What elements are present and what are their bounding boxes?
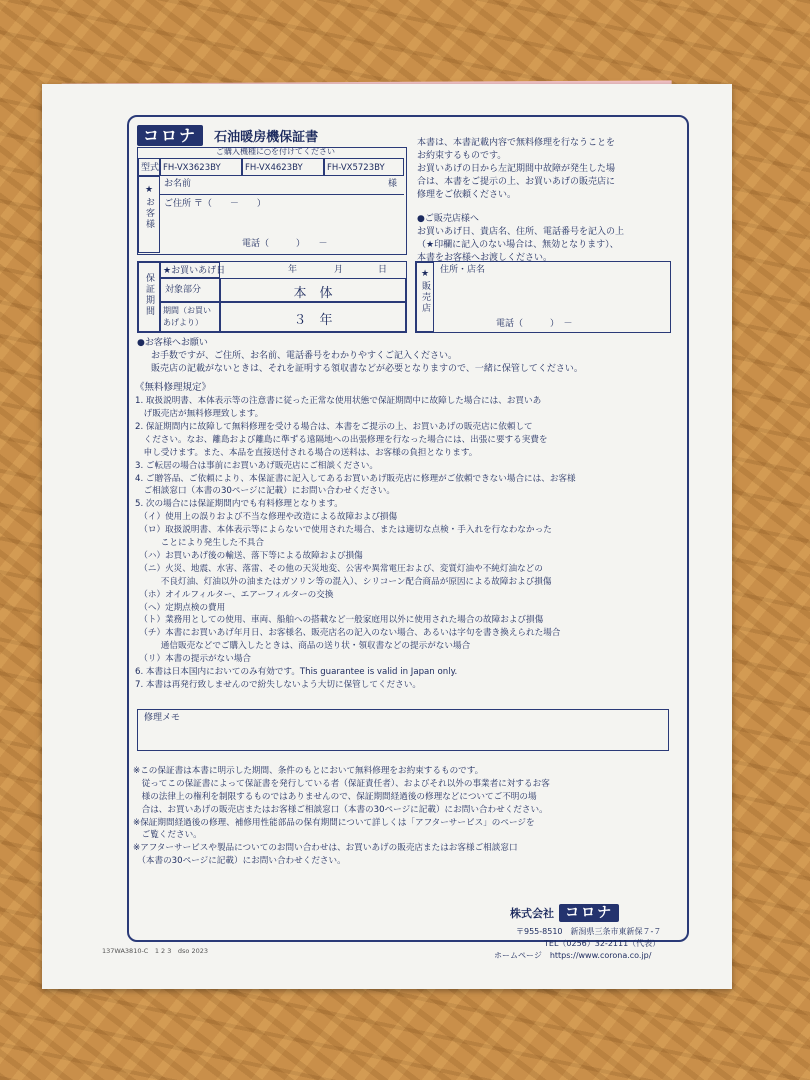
rule-line: （ハ）お買いあげ後の輸送、落下等による故障および損傷 [135,550,363,561]
intro-text [417,137,615,202]
phone-label: 電話（ ） － [242,239,328,249]
warranty-sheet [42,84,732,989]
shop-side-cell [416,262,434,332]
model-label: 型式 [138,158,160,176]
rule-line: （ト）業務用としての使用、車両、船舶への搭載など一般家庭用以外に使用された場合の故障および損傷 [135,615,544,626]
name-suffix: 様 [388,179,398,189]
repair-memo-box [137,709,669,751]
text-line: 修理をご依頼ください。 [417,190,517,201]
footnote-line: 従ってこの保証書によって保証書を発行している者（保証責任者）、およびそれ以外の事業者に対するお客 [133,778,550,789]
text-line: お約束するものです。 [417,151,507,162]
rule-line: ことにより発生した不具合 [135,538,264,549]
repair-memo-label: 修理メモ [144,713,181,723]
period-side-cell [138,262,160,332]
shop-address-label: 住所・店名 [440,265,486,275]
shop-side-label: ★販売店 [420,269,430,314]
rule-line: 3. ご転居の場合は事前にお買いあげ販売店にご相談ください。 [135,460,378,471]
corona-logo: コロナ [137,125,203,146]
text-line: 本書は、本書記載内容で無料修理を行なうことを [417,138,616,148]
text-line: お買いあげの日から左記期間中故障が発生した場 [417,164,616,175]
target-value: 本 体 [220,278,406,302]
footnote-line: 合は、お買いあげの販売店またはお客様ご相談窓口（本書の30ページに記載）にお問い合わせください。 [133,804,548,815]
model-instruction: ご購入機種に○を付けてください [216,147,335,156]
rule-line: （ヘ）定期点検の費用 [135,602,226,613]
date-year: 年 [288,265,298,275]
footnote-line: ※保証期間経過後の修理、補修用性能部品の保有期間について詳しくは「アフターサービス」のページを [133,817,535,828]
shop-box [415,261,671,333]
footnote-line: ※アフターサービスや製品についてのお問い合わせは、お買いあげの販売店またはお客様ご相談窓口 [133,843,518,854]
rule-line: 通信販売などでご購入したときは、商品の送り状・領収書などの提示がない場合 [135,641,471,652]
customer-side-cell [138,176,160,253]
purchase-date-label: ★お買いあげ日 [160,262,220,278]
header [137,123,318,146]
date-month: 月 [334,265,344,275]
dealer-note [417,213,624,265]
rule-line: ください。なお、離島および離島に準ずる遠隔地への出張修理を行なった場合には、出張に要する実費を [135,434,548,445]
rule-line: げ販売店が無料修理致します。 [135,409,264,420]
company-tel: TEL（0256）32-2111（代表） [544,939,661,948]
rule-line: 4. ご贈答品、ご依頼により、本保証書に記入してあるお買いあげ販売店に修理がご依頼できない場合には、お客様 [135,473,576,484]
text-line: お手数ですが、ご住所、お名前、電話番号をわかりやすくご記入ください。 [151,351,458,362]
text-line: お買いあげ日、貴店名、住所、電話番号を記入の上 [417,227,625,238]
footnote-line: （本書の30ページに記載）にお問い合わせください。 [133,856,346,867]
print-code: 137WA3810-C 1 2 3 dso 2023 [102,947,208,955]
text-line: ●ご販売店様へ [417,214,479,224]
page-title: 石油暖房機保証書 [214,130,319,145]
company-name [510,902,619,922]
rule-line: ご相談窓口（本書の30ページに記載）にお問い合わせください。 [135,486,395,497]
rule-line: （リ）本書の提示がない場合 [135,654,252,665]
period-side-label: 保証期間 [144,273,154,317]
company-homepage: ホームページ https://www.corona.co.jp/ [494,951,652,960]
free-repair-rules [135,381,576,692]
date-day: 日 [378,265,388,275]
rule-line: 不良灯油、灯油以外の油またはガソリン等の混入）、シリコーン配合商品が原因による故障および損傷 [135,576,552,587]
company-logo: コロナ [559,904,619,922]
text-line: （★印欄に記入のない場合は、無効となります）、 [417,240,619,251]
model-option: FH-VX3623BY [160,158,242,176]
rule-line: （ホ）オイルフィルター、エアーフィルターの交換 [135,589,334,600]
period-value: ３ 年 [220,302,406,332]
customer-notice [137,337,583,376]
text-line: 販売店の記載がないときは、それを証明する領収書などが必要となりますので、一緒に保管してください。 [151,364,583,375]
period-box [137,261,407,333]
footnote-line: ※この保証書は本書に明示した期間、条件のもとにおいて無料修理をお約束するものです。 [133,766,484,776]
rule-line: （チ）本書にお買いあげ年月日、お客様名、販売店名の記入のない場合、あるいは字句を書き換えられた場合 [135,628,561,639]
text-line: 合は、本書をご提示の上、お買いあげの販売店に [417,177,616,188]
name-label: お名前 [164,179,192,189]
rule-line: 5. 次の場合には保証期間内でも有料修理となります。 [135,499,343,510]
address-label: ご住所 〒（ － ） [164,199,266,209]
period-label: 期間（お買いあげより） [160,302,220,332]
rule-line: （イ）使用上の誤りおよび不当な修理や改造による故障および損傷 [135,512,398,523]
text-line: 本書をお客様へお渡しください。 [417,253,553,264]
rule-line: （ニ）火災、地震、水害、落雷、その他の天災地変、公害や異常電圧および、変質灯油や不純灯油などの [135,563,543,574]
model-option: FH-VX4623BY [242,158,324,176]
rule-line: （ロ）取扱説明書、本体表示等によらないで使用された場合、または適切な点検・手入れを行なわなかった [135,525,552,536]
company-address: 〒955-8510 新潟県三条市東新保７-７ [516,927,662,936]
customer-side-label: ★お客様 [144,185,154,230]
footnote-line: 様の法律上の権利を制限するものではありませんので、保証期間経過後の修理などについてご不明の場 [133,791,537,802]
rules-title: 《無料修理規定》 [135,382,212,393]
warranty-frame [127,115,689,942]
footnote-line: ご覧ください。 [133,830,202,841]
company-prefix: 株式会社 [510,907,554,920]
rule-line: 2. 保証期間内に故障して無料修理を受ける場合は、本書をご提示の上、お買いあげの販売店に依頼して [135,422,533,433]
text-line: ●お客様へお願い [137,338,208,348]
footnotes [133,765,550,868]
shop-phone-label: 電話（ ） － [496,319,573,329]
divider [160,194,404,195]
rule-line: 申し受けます。また、本品を直接送付される場合の送料は、お客様の負担となります。 [135,447,478,458]
customer-box [137,147,407,255]
rule-line: 7. 本書は再発行致しませんので紛失しないよう大切に保管してください。 [135,679,421,690]
rule-line: 6. 本書は日本国内においてのみ有効です。This guarantee is valid in Japan only. [135,666,458,677]
model-option: FH-VX5723BY [324,158,404,176]
target-label: 対象部分 [160,278,220,302]
rule-line: 1. 取扱説明書、本体表示等の注意書に従った正常な使用状態で保証期間中に故障した場合には、お買いあ [135,396,542,407]
